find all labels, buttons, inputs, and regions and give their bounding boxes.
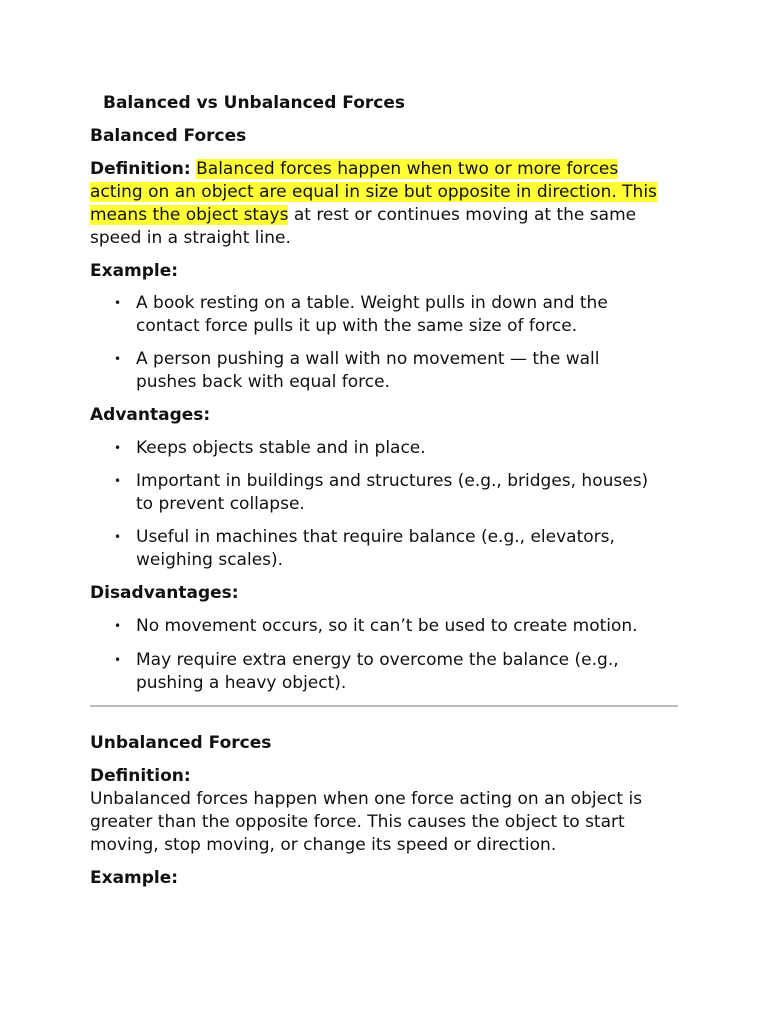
list-item: May require extra energy to overcome the balance (e.g., <box>136 650 619 670</box>
list-item: pushes back with equal force. <box>136 372 390 392</box>
list-item: Important in buildings and structures (e.g., bridges, houses) <box>136 471 649 491</box>
balanced-definition-line-3 <box>90 204 636 227</box>
balanced-example-label: Example: <box>90 261 179 281</box>
bullet-icon: • <box>114 441 122 455</box>
list-item: pushing a heavy object). <box>136 673 347 693</box>
section-divider <box>90 705 678 707</box>
balanced-definition-label: Definition: <box>90 159 191 179</box>
list-item: A book resting on a table. Weight pulls in down and the <box>136 293 608 313</box>
bullet-icon: • <box>114 653 122 667</box>
bullet-icon: • <box>114 474 122 488</box>
balanced-definition-line-1 <box>90 158 618 181</box>
list-item: No movement occurs, so it can’t be used to create motion. <box>136 616 638 636</box>
balanced-definition-line-4: speed in a straight line. <box>90 228 291 248</box>
unbalanced-example-label: Example: <box>90 868 179 888</box>
list-item: Useful in machines that require balance (e.g., elevators, <box>136 527 615 547</box>
unbalanced-definition-line: greater than the opposite force. This causes the object to start <box>90 812 625 832</box>
list-item: contact force pulls it up with the same size of force. <box>136 316 578 336</box>
balanced-definition-line-2 <box>90 181 657 204</box>
unbalanced-definition-line: moving, stop moving, or change its speed or direction. <box>90 835 557 855</box>
document-title: Balanced vs Unbalanced Forces <box>103 93 405 113</box>
bullet-icon: • <box>114 619 122 633</box>
bullet-icon: • <box>114 530 122 544</box>
definition-highlight: Balanced forces happen when two or more forces <box>196 159 619 179</box>
bullet-icon: • <box>114 352 122 366</box>
list-item: A person pushing a wall with no movement — the wall <box>136 349 600 369</box>
bullet-icon: • <box>114 296 122 310</box>
unbalanced-heading: Unbalanced Forces <box>90 733 272 753</box>
definition-highlight: acting on an object are equal in size but opposite in direction. This <box>90 182 657 202</box>
definition-text: at rest or continues moving at the same <box>288 205 637 225</box>
list-item: to prevent collapse. <box>136 494 305 514</box>
definition-highlight: means the object stays <box>90 205 289 225</box>
balanced-heading: Balanced Forces <box>90 126 247 146</box>
disadvantages-label: Disadvantages: <box>90 583 239 603</box>
list-item: weighing scales). <box>136 550 284 570</box>
advantages-label: Advantages: <box>90 405 211 425</box>
list-item: Keeps objects stable and in place. <box>136 438 426 458</box>
unbalanced-definition-label: Definition: <box>90 766 191 786</box>
unbalanced-definition-line: Unbalanced forces happen when one force acting on an object is <box>90 789 643 809</box>
